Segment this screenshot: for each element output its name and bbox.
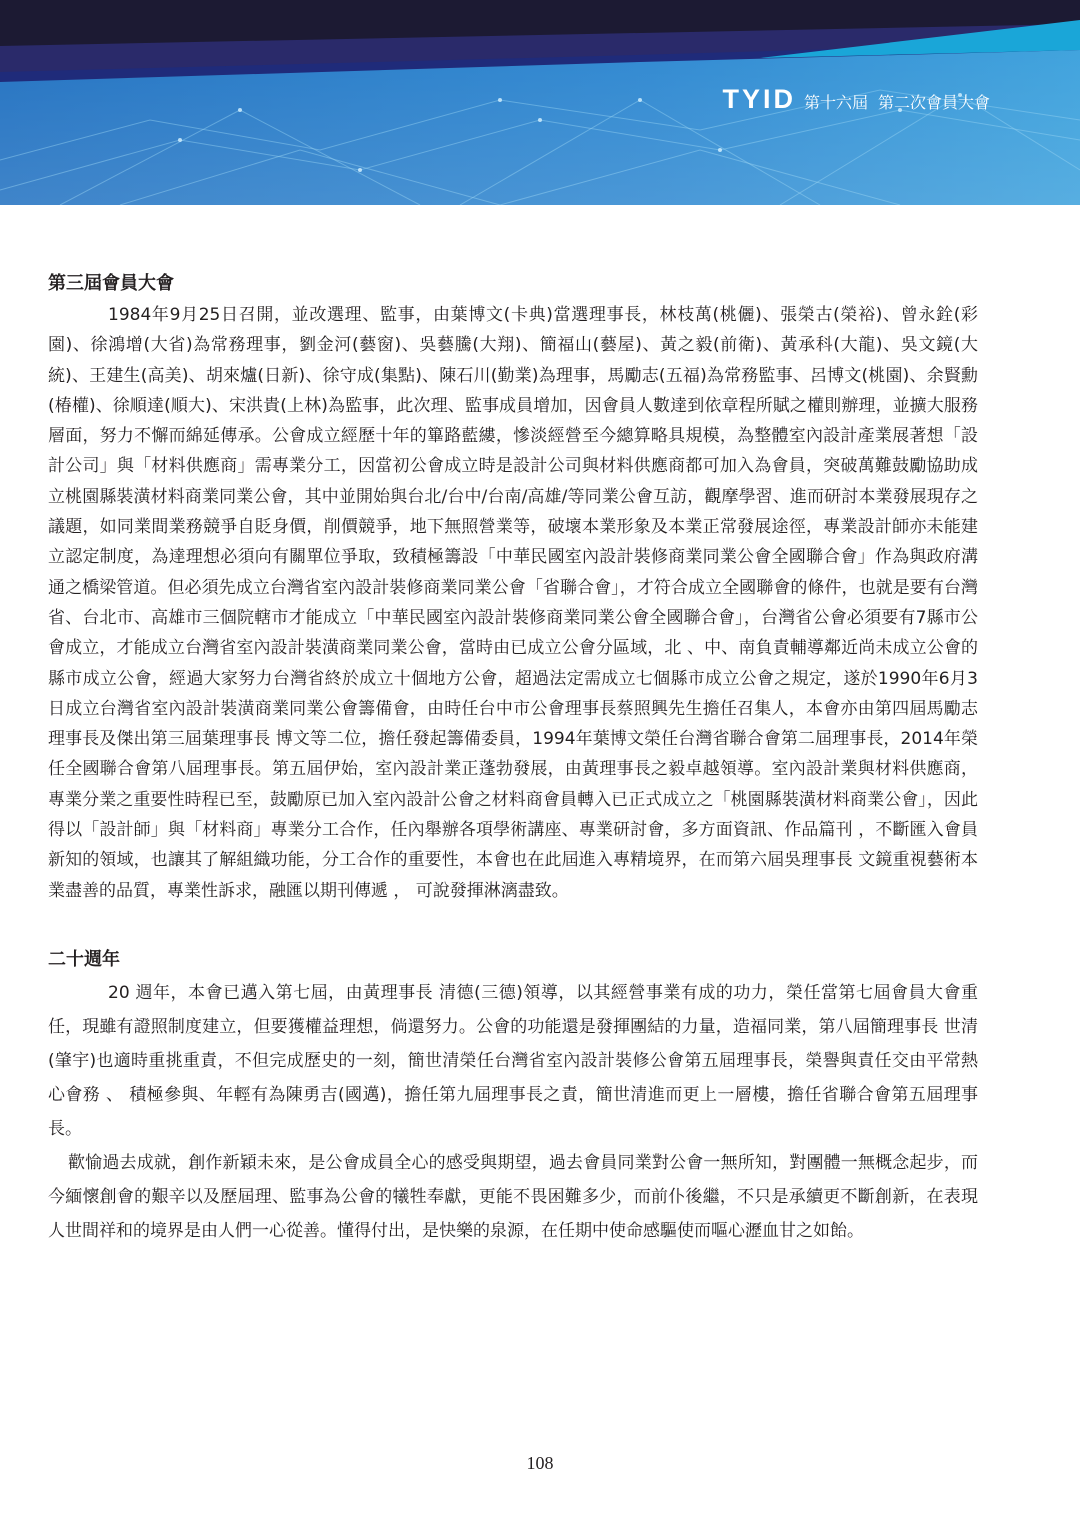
section-twentieth-anniversary: [48, 944, 978, 1248]
section-paragraph: 1984年9月25日召開，並改選理、監事，由葉博文(卡典)當選理事長，林枝萬(桃儷)、張榮古(榮裕)、曾永銓(彩園)、徐鴻增(大省)為常務理事，劉金河(藝窗)、吳藝騰(大翔)、簡福山(藝屋)、黃之毅(前衛)、黃承科(大龍)、吳文鏡(大統)、王建生(高美)、胡來爐(日新)、徐守成(集點)、陳石川(勤業)為理事，馬勵志(五福)為常務監事、呂博文(桃園)、余賢勳(椿權)、徐順達(順大)、宋洪貴(上林)為監事，此次理、監事成員增加，因會員人數達到依章程所賦之權則辦理，並擴大服務層面，努力不懈而綿延傳承。公會成立經歷十年的篳路藍縷，慘淡經營至今總算略具規模，為整體室內設計產業展著想「設計公司」與「材料供應商」需專業分工，因當初公會成立時是設計公司與材料供應商都可加入為會員，突破萬難鼓勵協助成立桃園縣裝潢材料商業同業公會，其中並開始與台北/台中/台南/高雄/等同業公會互訪，觀摩學習、進而研討本業發展現存之議題，如同業間業務競爭自貶身價，削價競爭，地下無照營業等，破壞本業形象及本業正常發展途徑，專業設計師亦未能建立認定制度，為達理想必須向有關單位爭取，致積極籌設「中華民國室內設計裝修商業同業公會全國聯合會」作為與政府溝通之橋梁管道。但必須先成立台灣省室內設計裝修商業同業公會「省聯合會」，才符合成立全國聯會的條件，也就是要有台灣省、台北市、高雄市三個院轄市才能成立「中華民國室內設計裝修商業同業公會全國聯合會」，台灣省公會必須要有7縣市公會成立，才能成立台灣省室內設計裝潢商業同業公會，當時由已成立公會分區域，北 、中、南負責輔導鄰近尚未成立公會的縣市成立公會，經過大家努力台灣省終於成立十個地方公會，超過法定需成立七個縣市成立公會之規定，遂於1990年6月3日成立台灣省室內設計裝潢商業同業公會籌備會，由時任台中市公會理事長蔡照興先生擔任召集人，本會亦由第四屆馬勵志理事長及傑出第三屆葉理事長 博文等二位，擔任發起籌備委員，1994年葉博文榮任台灣省聯合會第二屆理事長，2014年榮任全國聯合會第八屆理事長。第五屆伊始，室內設計業正蓬勃發展，由黃理事長之毅卓越領導。室內設計業與材料供應商，專業分業之重要性時程已至，鼓勵原已加入室內設計公會之材料商會員轉入已正式成立之「桃園縣裝潢材料商業公會」，因此得以「設計師」與「材料商」專業分工合作，任內舉辦各項學術講座、專業研討會，多方面資訊、作品篇刊 ，不斷匯入會員新知的領域，也讓其了解組織功能，分工合作的重要性，本會也在此屆進入專精境界，在而第六屆吳理事長 文鏡重視藝術本業盡善的品質，專業性訴求，融匯以期刊傳遞 ， 可說發揮淋漓盡致。: [48, 305, 978, 901]
section-heading: 二十週年: [48, 948, 120, 970]
section-third-meeting: [48, 268, 978, 906]
tyid-logo: TYID: [722, 84, 796, 114]
edition-label: 第十六屆: [803, 93, 868, 112]
section-paragraph: 20 週年，本會已邁入第七屆，由黃理事長 清德(三德)領導，以其經營事業有成的功力，榮任當第七屆會員大會重任，現雖有證照制度建立，但要獲權益理想，倘還努力。公會的功能還是發揮團結的力量，造福同業，第八屆簡理事長 世清(肇宇)也適時重挑重責，不但完成歷史的一刻，簡世清榮任台灣省室內設計裝修公會第五屆理事長，榮譽與責任交由平常熱心會務 、 積極參與、年輕有為陳勇吉(國邁)，擔任第九屆理事長之責，簡世清進而更上一層樓，擔任省聯合會第五屆理事長。: [48, 982, 978, 1139]
article-body: [48, 268, 978, 1248]
page-number: 108: [526, 1453, 554, 1473]
header-banner: [0, 0, 1080, 205]
section-heading: 第三屆會員大會: [48, 273, 174, 294]
section-paragraph: 歡愉過去成就，創作新穎未來，是公會成員全心的感受與期望，過去會員同業對公會一無所知，對團體一無概念起步，而今緬懷創會的艱辛以及歷屆理、監事為公會的犧牲奉獻，更能不畏困難多少，而前仆後繼，不只是承續更不斷創新，在表現人世間祥和的境界是由人們一心從善。懂得付出，是快樂的泉源，在任期中使命感驅使而嘔心瀝血甘之如飴。: [48, 1152, 978, 1241]
header-brand: [722, 84, 990, 115]
meeting-label: 第二次會員大會: [877, 93, 990, 112]
